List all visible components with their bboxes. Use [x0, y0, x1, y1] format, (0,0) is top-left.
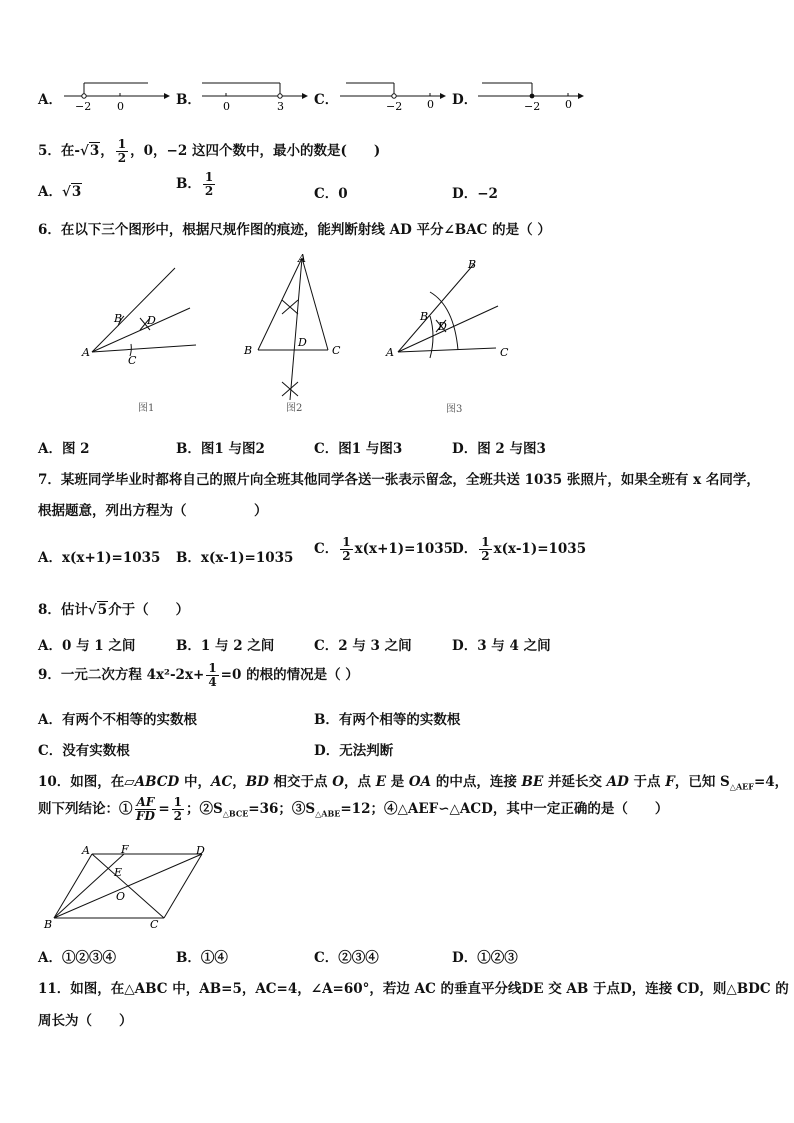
q9-option-d[interactable]: D．无法判断 [314, 743, 394, 759]
figure-caption: 图3 [446, 404, 463, 415]
q6-option-d[interactable]: D．图 2 与图3 [452, 441, 546, 457]
q9-option-a[interactable]: A．有两个不相等的实数根 [38, 712, 197, 728]
numerator: 1 [117, 137, 127, 151]
q4-option-d-label: D． [452, 92, 478, 108]
q10-stem-line2 [38, 796, 668, 823]
q10-text: ， [232, 774, 246, 790]
point-label: D [298, 336, 307, 349]
q9-stem-text: =0 的根的情况是（ ） [220, 667, 359, 683]
q10-text: ，已知 S [674, 774, 730, 790]
q6-figure-3 [384, 256, 514, 418]
point-label: D [438, 320, 447, 333]
q7-option-a[interactable]: A．x(x+1)=1035 [38, 550, 161, 566]
point-label: F [121, 843, 129, 856]
tick-label: −2 [524, 100, 541, 113]
fraction [172, 796, 184, 823]
q8-stem [38, 598, 189, 618]
q9-option-b[interactable]: B．有两个相等的实数根 [314, 712, 461, 728]
option-text: x(x-1)=1035 [493, 541, 587, 557]
q6-option-b[interactable]: B．图1 与图2 [176, 441, 265, 457]
tick-label: 0 [427, 98, 434, 111]
point-label: A [298, 252, 306, 265]
tick-label: −2 [386, 100, 403, 113]
q10-var: BD [245, 774, 269, 790]
q10-text: 10．如图，在▱ [38, 774, 135, 790]
point-label: B [44, 918, 53, 931]
q10-text: =4， [753, 774, 789, 790]
q8-option-c[interactable]: C．2 与 3 之间 [314, 638, 412, 654]
q6-figure-2 [240, 250, 350, 420]
q7-option-c[interactable] [314, 536, 453, 563]
q6-option-c[interactable]: C．图1 与图3 [314, 441, 403, 457]
point-label: A [82, 346, 90, 359]
q6-option-a[interactable]: A．图 2 [38, 441, 90, 457]
tick-label: 0 [223, 100, 230, 113]
denominator: 2 [342, 549, 351, 563]
q10-text: 相交于点 [268, 774, 333, 790]
point-label: A [386, 346, 394, 359]
q5-option-d[interactable]: D．−2 [452, 186, 498, 202]
numerator: 1 [173, 795, 183, 809]
sqrt-symbol: √ [80, 143, 89, 159]
q10-option-a[interactable]: A．①②③④ [38, 950, 116, 966]
option-label: A． [38, 184, 62, 200]
q10-var: OA [408, 774, 432, 790]
q9-stem-text: 9．一元二次方程 4x²-2x+ [38, 667, 205, 683]
point-label: D [196, 844, 205, 857]
number-line-d [474, 76, 584, 116]
q8-stem-text: 介于（ ） [108, 602, 190, 618]
q8-option-d[interactable]: D．3 与 4 之间 [452, 638, 551, 654]
q5-stem-text: ，0，−2 这四个数中，最小的数是( ) [130, 143, 381, 159]
numerator: AF [136, 795, 155, 809]
point-label: C [500, 346, 509, 359]
numerator: 1 [342, 535, 351, 549]
q10-text: 是 [386, 774, 409, 790]
q10-text: 则下列结论：① [38, 801, 133, 817]
q10-text: 中， [179, 774, 211, 790]
q11-stem-line2: 周长为（ ） [38, 1013, 133, 1029]
q9-option-c[interactable]: C．没有实数根 [38, 743, 130, 759]
q10-subscript: △ABE [315, 808, 341, 819]
q10-text: 于点 [628, 774, 666, 790]
fraction [206, 662, 218, 689]
q6-figure-1 [80, 258, 210, 418]
numerator: 1 [481, 535, 490, 549]
point-label: A [82, 844, 90, 857]
q10-var: AD [606, 774, 629, 790]
q5-stem-text: 5．在- [38, 143, 80, 159]
q10-text: =12；④△AEF∽△ACD，其中一定正确的是（ ） [340, 801, 669, 817]
number-line-a [60, 76, 170, 116]
q10-option-b[interactable]: B．①④ [176, 950, 228, 966]
q10-var: F [665, 774, 675, 790]
tick-label: 0 [565, 98, 572, 111]
fraction [203, 171, 215, 198]
fraction [479, 536, 491, 563]
q8-stem-text: 8．估计 [38, 602, 88, 618]
q6-stem: 6．在以下三个图形中，根据尺规作图的痕迹，能判断射线 AD 平分∠BAC 的是（ ） [38, 222, 551, 238]
radicand: 3 [71, 184, 82, 200]
q10-var: O [332, 774, 344, 790]
q9-stem [38, 662, 359, 689]
q10-text: =36；③S [248, 801, 316, 817]
point-label: O [116, 890, 126, 903]
figure-caption: 图1 [138, 403, 155, 414]
q10-subscript: △BCE [222, 808, 249, 819]
q4-option-b-label: B． [176, 92, 201, 108]
option-label: C． [314, 541, 339, 557]
q5-stem-text: ， [100, 143, 114, 159]
q10-var: E [375, 774, 386, 790]
tick-label: 3 [277, 100, 284, 113]
q7-stem-line1: 7．某班同学毕业时都将自己的照片向全班其他同学各送一张表示留念，全班共送 1035 张照片，如果全班有 x 名同学， [38, 472, 760, 488]
fraction [135, 796, 157, 823]
sqrt-symbol: √ [61, 184, 71, 200]
option-text: x(x+1)=1035 [354, 541, 454, 557]
radicand: 3 [89, 143, 100, 159]
q5-option-a[interactable] [38, 180, 82, 200]
q10-text: 的中点，连接 [431, 774, 522, 790]
q10-text: = [158, 801, 170, 817]
point-label: B [114, 312, 123, 325]
option-label: B． [176, 176, 201, 192]
denominator: 2 [173, 809, 183, 823]
radicand: 5 [97, 602, 108, 618]
numerator: 1 [204, 170, 214, 184]
denominator: 2 [117, 151, 127, 165]
q8-option-a[interactable]: A．0 与 1 之间 [38, 638, 136, 654]
point-label: D [147, 314, 156, 327]
q10-var: BE [521, 774, 544, 790]
q10-text: ；②S [186, 801, 223, 817]
q4-option-a-label: A． [38, 92, 62, 108]
point-label: C [150, 918, 159, 931]
q4-option-c-label: C． [314, 92, 339, 108]
q5-stem [38, 138, 380, 165]
figure-caption: 图2 [286, 403, 303, 414]
option-label: D． [452, 541, 478, 557]
q10-var: AC [210, 774, 233, 790]
q10-parallelogram-figure [40, 842, 215, 932]
q7-stem-line2: 根据题意，列出方程为（ ） [38, 503, 268, 519]
q10-text: ，点 [344, 774, 376, 790]
point-label: C [332, 344, 341, 357]
q7-option-d[interactable] [452, 536, 586, 563]
denominator: 4 [208, 675, 217, 689]
denominator: 2 [481, 549, 490, 563]
tick-label: 0 [117, 100, 124, 113]
denominator: 2 [204, 184, 214, 198]
q10-var: ABCD [134, 774, 180, 790]
denominator: FD [135, 809, 155, 823]
q10-subscript: △AEF [729, 781, 754, 792]
q10-option-d[interactable]: D．①②③ [452, 950, 518, 966]
point-label: B [244, 344, 253, 357]
tick-label: −2 [75, 100, 92, 113]
point-label: B [420, 310, 429, 323]
q7-option-b[interactable]: B．x(x-1)=1035 [176, 550, 294, 566]
fraction [116, 138, 128, 165]
number-line-b [198, 76, 308, 116]
point-label: B [468, 258, 477, 271]
point-label: C [128, 354, 137, 367]
number-line-c [336, 76, 446, 116]
q10-stem-line1 [38, 770, 788, 792]
q10-option-c[interactable]: C．②③④ [314, 950, 379, 966]
point-label: E [114, 866, 123, 879]
q5-option-c[interactable]: C．0 [314, 186, 348, 202]
q11-stem-line1: 11．如图，在△ABC 中，AB=5，AC=4，∠A=60°，若边 AC 的垂直平分线DE 交 AB 于点D，连接 CD，则△BDC 的 [38, 981, 789, 997]
q10-text: 并延长交 [543, 774, 607, 790]
sqrt-symbol: √ [87, 602, 97, 618]
fraction [340, 536, 352, 563]
q5-option-b[interactable] [176, 171, 217, 198]
numerator: 1 [208, 661, 217, 675]
q8-option-b[interactable]: B．1 与 2 之间 [176, 638, 275, 654]
